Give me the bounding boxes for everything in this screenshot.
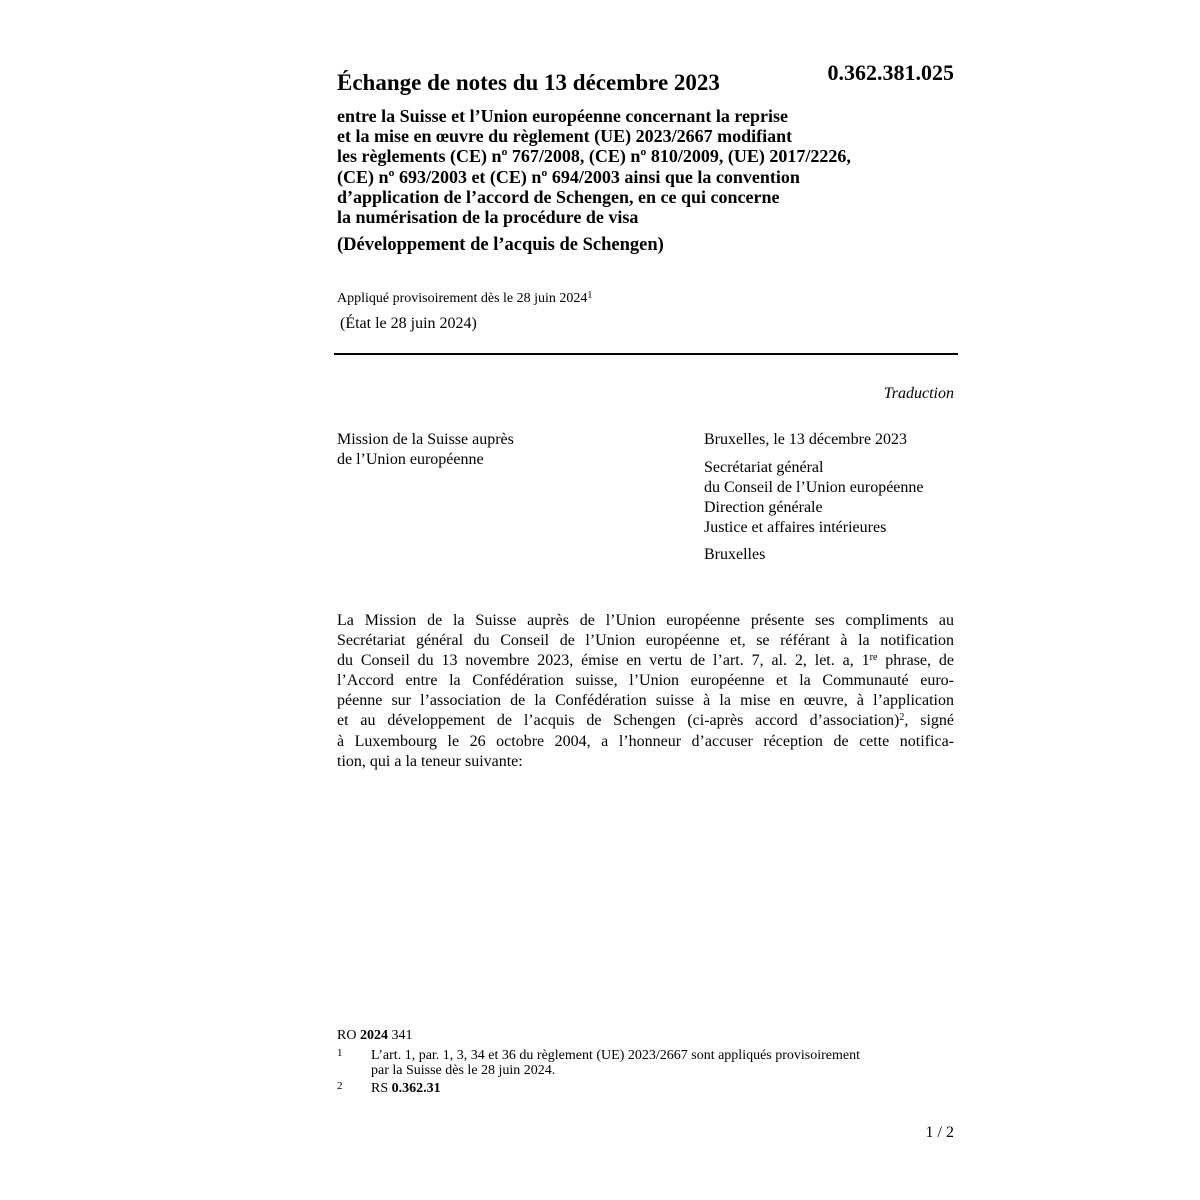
body-line: Secrétariat général du Conseil de l’Union européenne et, se référant à la notification (337, 632, 954, 650)
body-line: La Mission de la Suisse auprès de l’Union européenne présente ses compliments au (337, 612, 954, 629)
sender-address (337, 430, 514, 470)
body-line: l’Accord entre la Confédération suisse, l’Union européenne et la Communauté euro- (337, 672, 954, 690)
recipient-line: Justice et affaires intérieures (704, 519, 887, 536)
subtitle-line: (CE) nº 693/2003 et (CE) nº 694/2003 ainsi que la convention (337, 166, 800, 187)
body-line: péenne sur l’association de la Confédération suisse à la mise en œuvre, à l’application (337, 692, 954, 710)
footnote-text (371, 1048, 860, 1078)
body-text: , signé (904, 712, 954, 730)
recipient-line: Secrétariat général (704, 459, 824, 476)
applied-provisionally (337, 290, 592, 307)
document-title: Échange de notes du 13 décembre 2023 (337, 70, 720, 95)
place-date: Bruxelles, le 13 décembre 2023 (704, 431, 908, 448)
body-text: et au développement de l’acquis de Schengen (ci-après accord d’association) (337, 712, 900, 730)
body-paragraph (337, 611, 954, 772)
subtitle-line: les règlements (CE) nº 767/2008, (CE) nº 810/2009, (UE) 2017/2226, (337, 146, 851, 167)
subtitle-line: entre la Suisse et l’Union européenne concernant la reprise (337, 106, 788, 126)
official-compilation-ref (337, 1028, 412, 1044)
body-line (337, 711, 954, 731)
footnote-ref-2[interactable]: 2 (899, 712, 905, 724)
footnote-prefix: RS (371, 1081, 389, 1096)
applied-text: Appliqué provisoirement dès le 28 juin 2024 (337, 291, 588, 306)
footnote-ref-1[interactable]: 1 (587, 290, 593, 301)
footnote-line: par la Suisse dès le 28 juin 2024. (371, 1063, 556, 1078)
body-line: tion, qui a la teneur suivante: (337, 752, 523, 770)
recipient-address (704, 458, 924, 538)
footnote-line: L’art. 1, par. 1, 3, 34 et 36 du règlement (UE) 2023/2667 sont appliqués provisoirement (371, 1048, 861, 1063)
subtitle-line: et la mise en œuvre du règlement (UE) 2023/2667 modifiant (337, 126, 793, 147)
state-date: (État le 28 juin 2024) (340, 315, 477, 332)
ro-year: 2024 (359, 1028, 388, 1043)
recipient-line: du Conseil de l’Union européenne (704, 479, 924, 496)
subtitle-line: d’application de l’accord de Schengen, en ce qui concerne (337, 186, 780, 207)
footnote-number: 1 (337, 1047, 343, 1059)
body-line (337, 651, 954, 671)
reference-number: 0.362.381.025 (827, 60, 954, 85)
ordinal-superscript: re (869, 652, 878, 664)
body-text: phrase, de (877, 652, 955, 670)
subtitle-line: la numérisation de la procédure de visa (337, 207, 639, 228)
ro-prefix: RO (337, 1028, 357, 1043)
footnote-number: 2 (337, 1080, 343, 1092)
development-heading: (Développement de l’acquis de Schengen) (337, 235, 664, 255)
header-divider (334, 353, 958, 355)
sender-line: de l’Union européenne (337, 451, 484, 468)
recipient-line: Direction générale (704, 499, 823, 516)
footnote-sr-link[interactable]: 0.362.31 (391, 1081, 441, 1096)
recipient-city: Bruxelles (704, 546, 766, 563)
sender-line: Mission de la Suisse auprès (337, 431, 514, 448)
page-number: 1 / 2 (925, 1124, 954, 1141)
translation-label: Traduction (883, 385, 954, 402)
footnote-text (371, 1081, 441, 1096)
body-line: à Luxembourg le 26 octobre 2004, a l’honneur d’accuser réception de cette notifica- (337, 732, 954, 750)
ro-page: 341 (391, 1028, 413, 1043)
document-subtitle (337, 106, 957, 227)
body-text: du Conseil du 13 novembre 2023, émise en vertu de l’art. 7, al. 2, let. a, 1 (337, 652, 870, 670)
